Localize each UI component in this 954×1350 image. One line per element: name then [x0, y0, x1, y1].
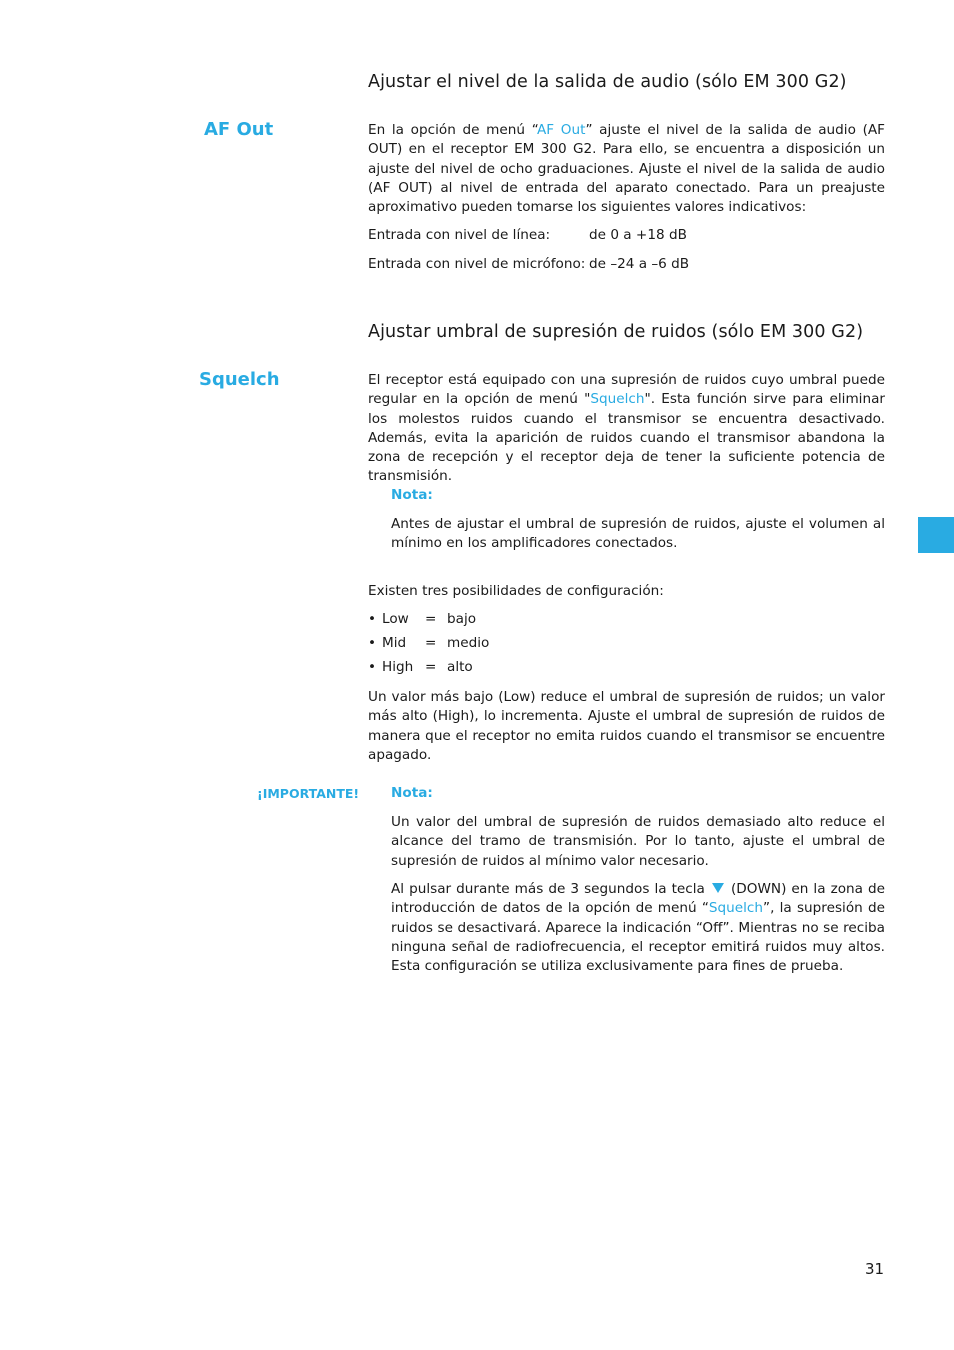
- text-run: En la opción de menú “: [368, 122, 537, 138]
- bullet: •: [368, 635, 377, 651]
- list-item: [368, 659, 489, 683]
- down-key-paragraph: [391, 880, 885, 976]
- side-label-squelch: Squelch: [199, 369, 280, 390]
- note-label: Nota:: [391, 785, 433, 801]
- note-text: Un valor del umbral de supresión de ruidos demasiado alto reduce el alcance del tramo de transmisión. Por lo tanto, ajuste el umbral de supresión de ruidos al mínimo valor necesario.: [391, 814, 885, 869]
- important-label: ¡IMPORTANTE!: [257, 786, 360, 801]
- option-key: Mid: [382, 635, 407, 651]
- list-item: [368, 635, 489, 659]
- text-run: ”, la supresión de ruidos se desactivará. Aparece la indicación “Off”. Mientras no se reciba ninguna señal de radiofrecuencia, el receptor emitirá ruidos muy altos. Esta configuración se utiliza exclusivamente para fines de prueba.: [391, 900, 885, 975]
- bullet: •: [368, 611, 377, 627]
- value-row-line-value: de 0 a +18 dB: [589, 227, 687, 243]
- text-run: ” ajuste el nivel de la salida de audio (AF OUT) en el receptor EM 300 G2. Para ello, se encuentra a disposición un ajuste del nivel de ocho graduaciones. Ajuste el nivel de la salida de audio (AF OUT) al nivel de entrada del aparato conectado. Para un preajuste aproximativo pueden tomarse los siguientes valores indicativos:: [368, 122, 885, 216]
- page-number: 31: [865, 1260, 885, 1278]
- value-row-mic-label: Entrada con nivel de micrófono:: [368, 256, 586, 272]
- menu-link-squelch: Squelch: [708, 900, 764, 917]
- value-row-mic-value: de –24 a –6 dB: [589, 256, 690, 272]
- list-item: [368, 611, 489, 635]
- text-run: El receptor está equipado con una supresión de ruidos cuyo umbral puede regular en la opción de menú ": [368, 372, 885, 408]
- text-run: ". Esta función sirve para eliminar los molestos ruidos cuando el transmisor se encuentra desactivado. Además, evita la aparición de ruidos cuando el transmisor abandona la zona de recepción y el receptor deja de tener la suficiente potencia de transmisión.: [368, 391, 885, 485]
- note-text: Antes de ajustar el umbral de supresión de ruidos, ajuste el volumen al mínimo en los amplificadores conectados.: [391, 516, 885, 552]
- chapter-tab-marker: [918, 517, 954, 553]
- option-eq: =: [425, 611, 437, 627]
- squelch-levels-paragraph: Un valor más bajo (Low) reduce el umbral de supresión de ruidos; un valor más alto (High), lo incrementa. Ajuste el umbral de supresión de ruidos de manera que el receptor no emita ruidos cuando el transmisor se encuentre apagado.: [368, 689, 885, 763]
- down-arrow-icon: [712, 883, 724, 893]
- af-out-paragraph: [368, 121, 885, 217]
- menu-link-af-out: AF Out: [537, 122, 586, 138]
- option-key: High: [382, 659, 414, 675]
- menu-link-squelch: Squelch: [590, 391, 645, 408]
- text-run: (DOWN) en la zona de introducción de datos de la opción de menú “: [391, 881, 885, 917]
- option-key: Low: [382, 611, 409, 627]
- note-label: Nota:: [391, 487, 433, 503]
- option-eq: =: [425, 635, 437, 651]
- squelch-paragraph: [368, 371, 885, 487]
- text-run: Al pulsar durante más de 3 segundos la tecla: [391, 881, 705, 897]
- options-intro: Existen tres posibilidades de configuración:: [368, 583, 664, 599]
- side-label-af-out: AF Out: [204, 119, 274, 140]
- bullet: •: [368, 659, 377, 675]
- option-eq: =: [425, 659, 437, 675]
- option-value: medio: [447, 635, 490, 651]
- section-heading-squelch: Ajustar umbral de supresión de ruidos (sólo EM 300 G2): [368, 322, 864, 342]
- value-row-line-label: Entrada con nivel de línea:: [368, 227, 551, 243]
- option-value: alto: [447, 659, 473, 675]
- option-value: bajo: [447, 611, 477, 627]
- section-heading-af-out: Ajustar el nivel de la salida de audio (sólo EM 300 G2): [368, 72, 847, 92]
- options-list: [368, 611, 489, 683]
